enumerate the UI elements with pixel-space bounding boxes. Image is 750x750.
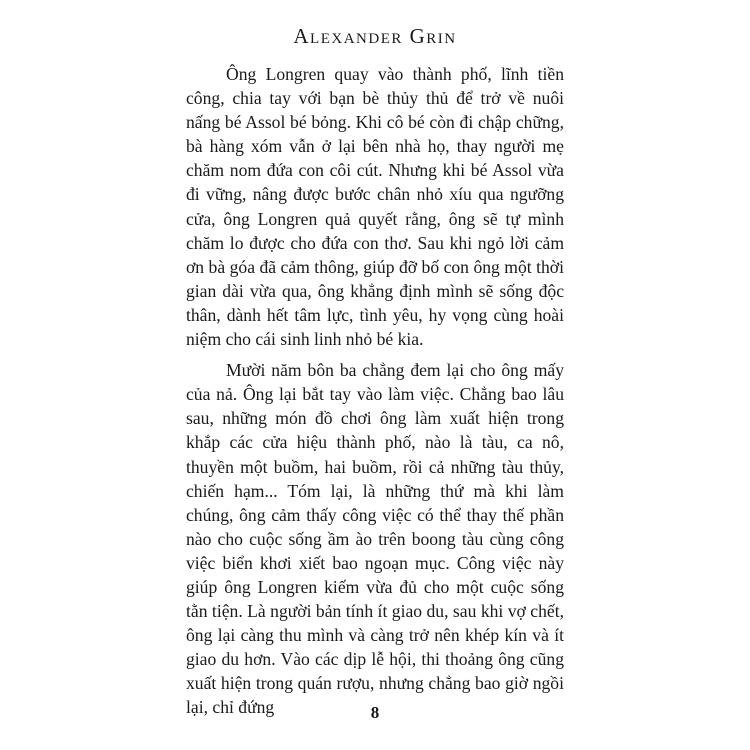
- paragraph-2: Mười năm bôn ba chẳng đem lại cho ông mấy của nả. Ông lại bắt tay vào làm việc. Chẳng bao lâu sau, những món đồ chơi ông làm xuất hiện trong khắp các cửa hiệu thành phố, nào là tàu, ca nô, thuyền một buồm, hai buồm, rồi cả những tàu thủy, chiến hạm... Tóm lại, là những thứ mà khi làm chúng, ông cảm thấy công việc có thể thay thế phần nào cho cuộc sống ầm ào trên boong tàu cùng công việc biển khơi xiết bao ngoạn mục. Công việc này giúp ông Longren kiếm vừa đủ cho một cuộc sống tằn tiện. Là người bản tính ít giao du, sau khi vợ chết, ông lại càng thu mình và càng trở nên khép kín và ít giao du hơn. Vào các dịp lễ hội, thi thoảng ông cũng xuất hiện trong quán rượu, nhưng chẳng bao giờ ngồi lại, chỉ đứng: [186, 360, 564, 718]
- body-text: [186, 62, 564, 727]
- paragraph-1: Ông Longren quay vào thành phố, lĩnh tiền công, chia tay với bạn bè thủy thủ để trở về nuôi nấng bé Assol bé bỏng. Khi cô bé còn đi chập chững, bà hàng xóm vẫn ở lại bên nhà họ, thay người mẹ chăm nom đứa con côi cút. Nhưng khi bé Assol vừa đi vững, nâng được bước chân nhỏ xíu qua ngưỡng cửa, ông Longren quả quyết rằng, ông sẽ tự mình chăm lo được cho đứa con thơ. Sau khi ngỏ lời cảm ơn bà góa đã cảm thông, giúp đỡ bố con ông một thời gian dài vừa qua, ông khẳng định mình sẽ sống độc thân, dành hết tâm lực, tình yêu, hy vọng cùng hoài niệm cho cái sinh linh nhỏ bé kia.: [186, 64, 564, 350]
- running-header-author: Alexander Grin: [293, 24, 457, 48]
- page-number: 8: [370, 703, 380, 722]
